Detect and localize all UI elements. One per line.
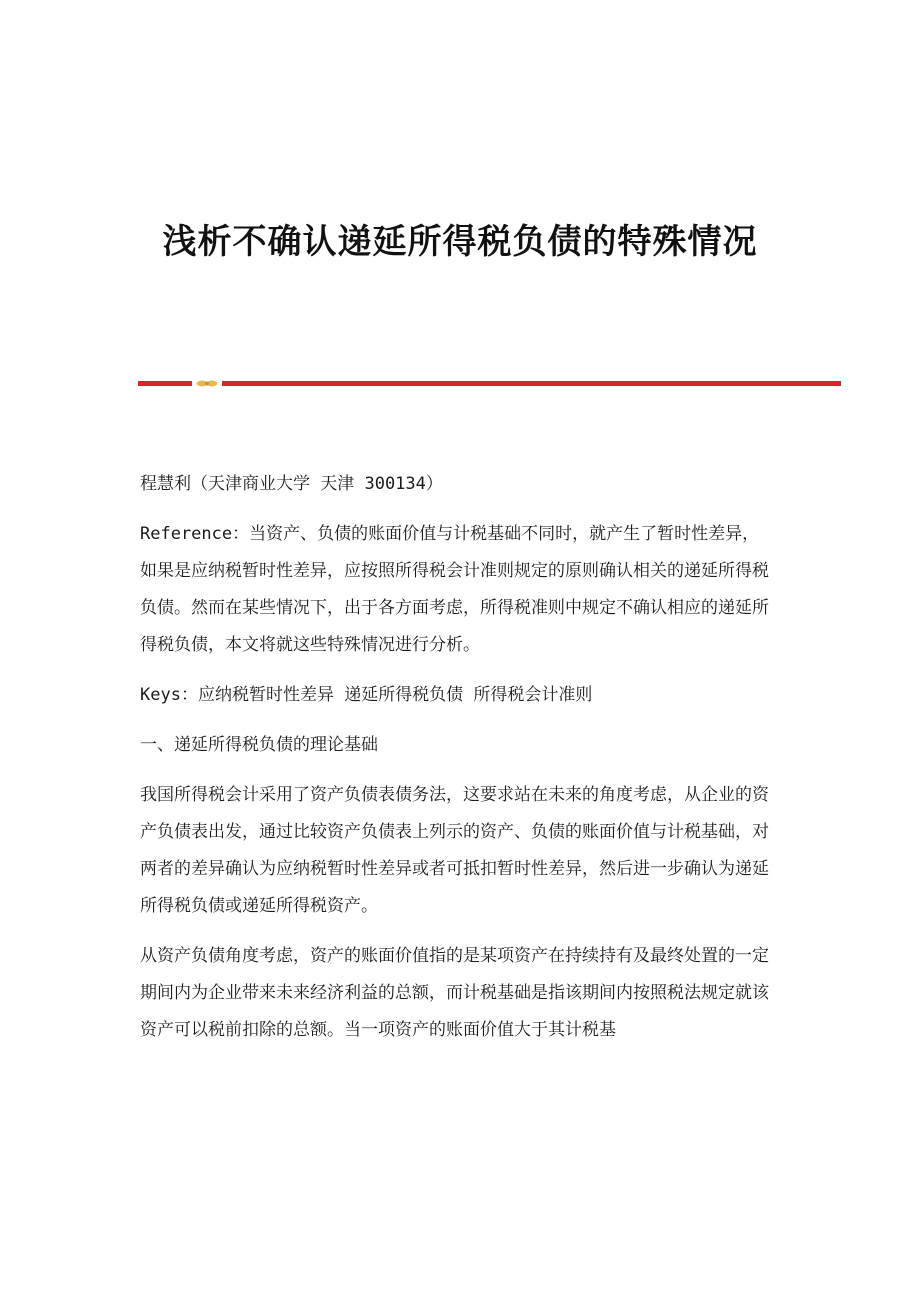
- divider-bar-right: [222, 381, 841, 386]
- paper-title: 浅析不确认递延所得税负债的特殊情况: [162, 222, 758, 262]
- abstract-label: Reference：: [140, 524, 250, 544]
- abstract: [140, 516, 772, 664]
- keywords-text: 应纳税暂时性差异 递延所得税负债 所得税会计准则: [197, 685, 593, 705]
- title-divider: [138, 378, 841, 390]
- abstract-text: 当资产、负债的账面价值与计税基础不同时，就产生了暂时性差异，如果是应纳税暂时性差异，应按照所得税会计准则规定的原则确认相关的递延所得税负债。然而在某些情况下，出于各方面考虑，所得税准则中规定不确认相应的递延所得税负债，本文将就这些特殊情况进行分析。: [140, 524, 769, 655]
- body-paragraph: 从资产负债角度考虑，资产的账面价值指的是某项资产在持续持有及最终处置的一定期间内为企业带来未来经济利益的总额，而计税基础是指该期间内按照税法规定就该资产可以税前扣除的总额。当一项资产的账面价值大于其计税基: [140, 946, 769, 1040]
- keywords: [140, 677, 772, 714]
- keywords-label: Keys：: [140, 685, 198, 705]
- author-line: 程慧利（天津商业大学 天津 300134）: [140, 474, 443, 494]
- body-paragraph: 我国所得税会计采用了资产负债表债务法，这要求站在未来的角度考虑，从企业的资产负债表出发，通过比较资产负债表上列示的资产、负债的账面价值与计税基础，对两者的差异确认为应纳税暂时性差异或者可抵扣暂时性差异，然后进一步确认为递延所得税负债或递延所得税资产。: [140, 785, 769, 916]
- ornament-icon: [196, 379, 218, 388]
- section-heading: 一、递延所得税负债的理论基础: [140, 735, 378, 755]
- paper-body: [140, 466, 772, 1062]
- divider-bar-left: [138, 381, 192, 386]
